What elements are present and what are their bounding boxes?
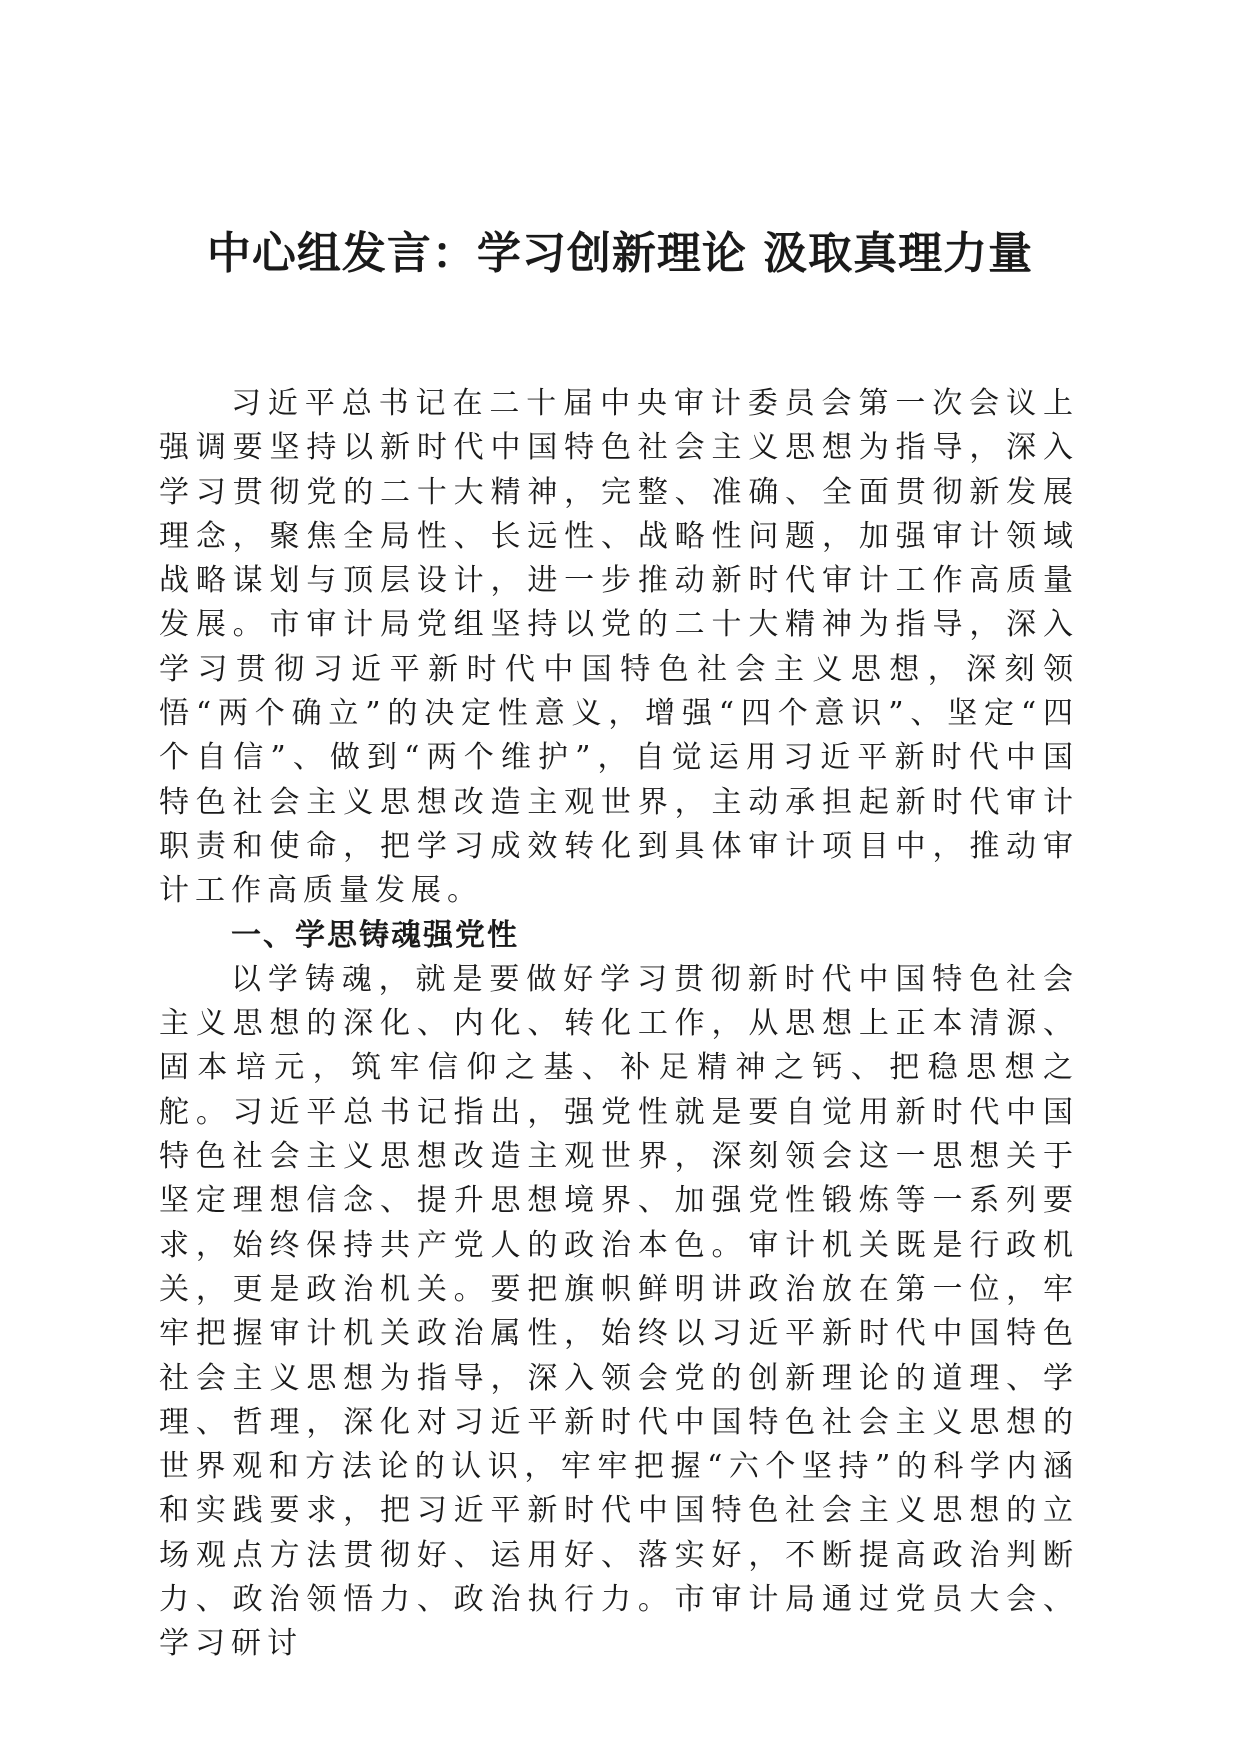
intro-paragraph: 习近平总书记在二十届中央审计委员会第一次会议上强调要坚持以新时代中国特色社会主义思想为指导，深入学习贯彻党的二十大精神，完整、准确、全面贯彻新发展理念，聚焦全局性、长远性、战略性问题，加强审计领域战略谋划与顶层设计，进一步推动新时代审计工作高质量发展。市审计局党组坚持以党的二十大精神为指导，深入学习贯彻习近平新时代中国特色社会主义思想，深刻领悟“两个确立”的决定性意义，增强“四个意识”、坚定“四个自信”、做到“两个维护”，自觉运用习近平新时代中国特色社会主义思想改造主观世界，主动承担起新时代审计职责和使命，把学习成效转化到具体审计项目中，推动审计工作高质量发展。 xyxy=(159,386,1079,909)
section-paragraph: 以学铸魂，就是要做好学习贯彻新时代中国特色社会主义思想的深化、内化、转化工作，从思想上正本清源、固本培元，筑牢信仰之基、补足精神之钙、把稳思想之舵。习近平总书记指出，强党性就是要自觉用新时代中国特色社会主义思想改造主观世界，深刻领会这一思想关于坚定理想信念、提升思想境界、加强党性锻炼等一系列要求，始终保持共产党人的政治本色。审计机关既是行政机关，更是政治机关。要把旗帜鲜明讲政治放在第一位，牢牢把握审计机关政治属性，始终以习近平新时代中国特色社会主义思想为指导，深入领会党的创新理论的道理、学理、哲理，深化对习近平新时代中国特色社会主义思想的世界观和方法论的认识，牢牢把握“六个坚持”的科学内涵和实践要求，把习近平新时代中国特色社会主义思想的立场观点方法贯彻好、运用好、落实好，不断提高政治判断力、政治领悟力、政治执行力。市审计局通过党员大会、学习研讨 xyxy=(159,961,1079,1662)
document-title: 中心组发言：学习创新理论 汲取真理力量 xyxy=(206,228,1034,279)
document-body xyxy=(159,382,1079,1667)
section-heading: 一、学思铸魂强党性 xyxy=(231,917,519,953)
